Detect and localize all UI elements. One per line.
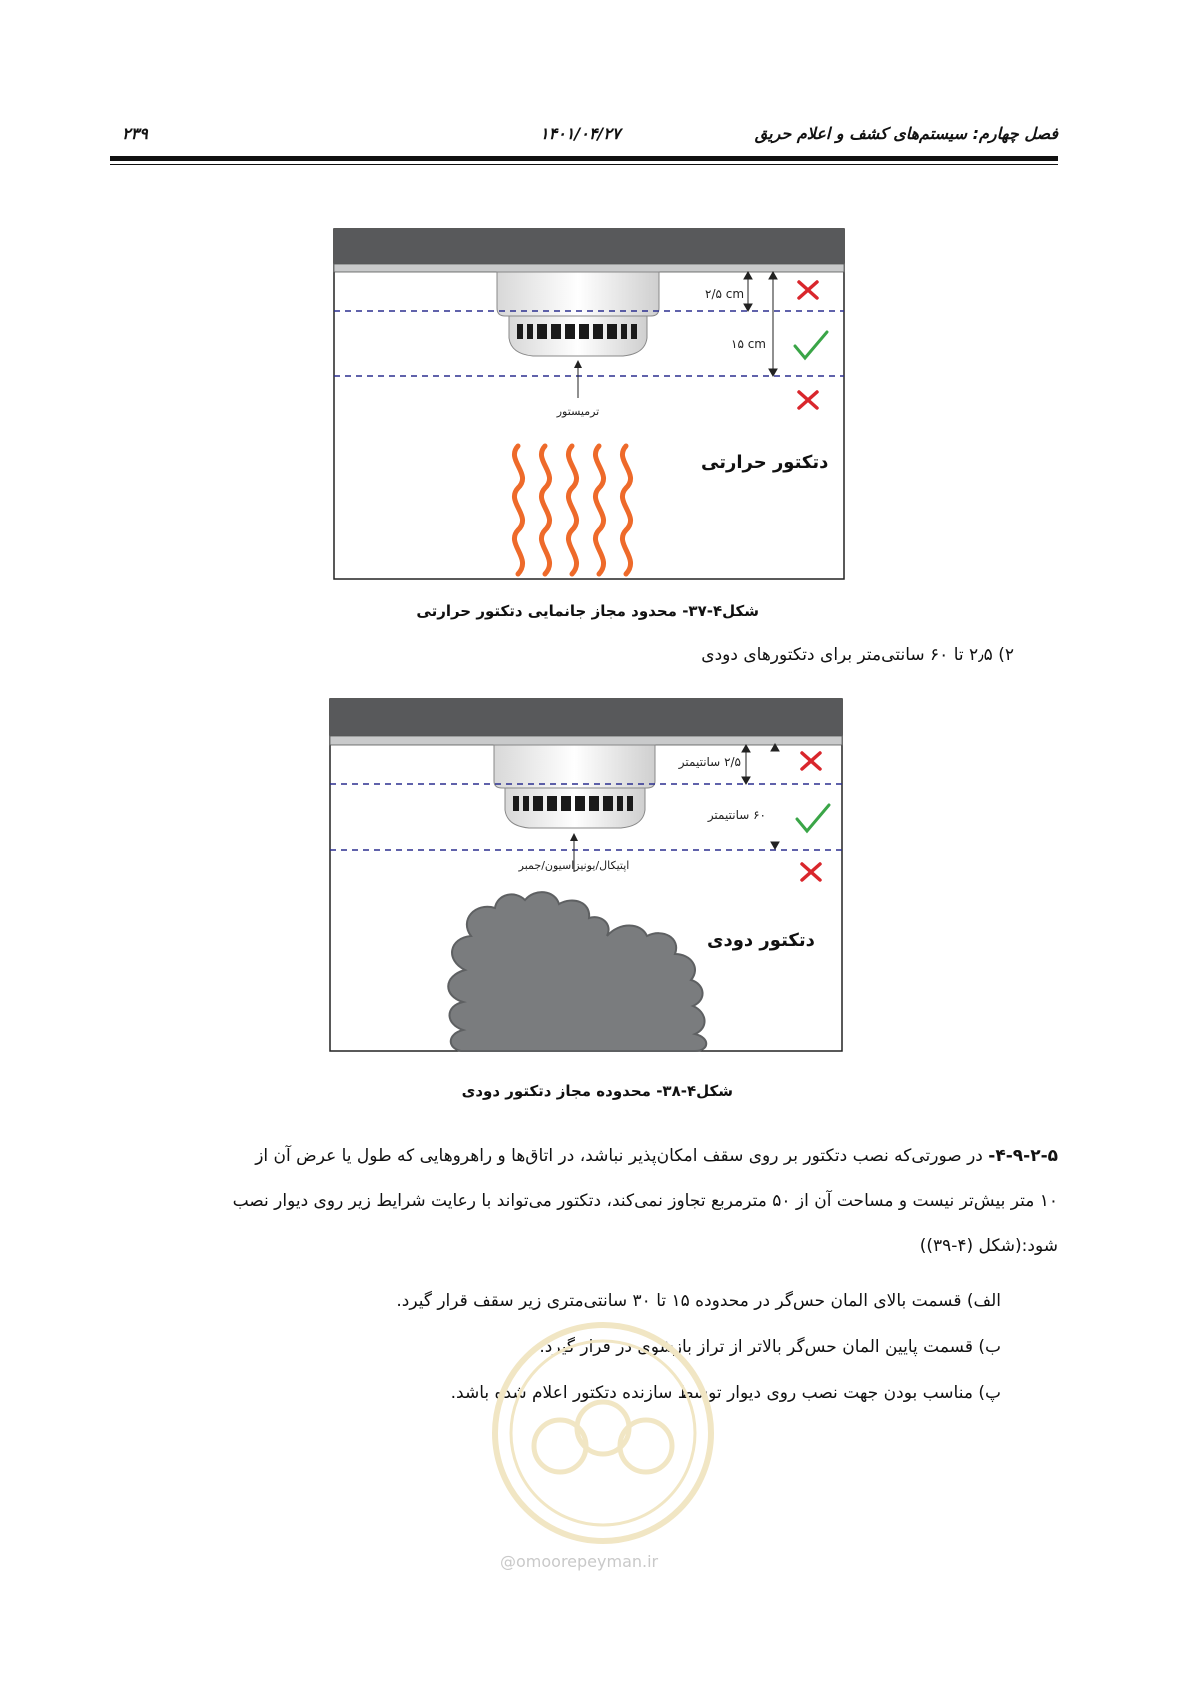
smoke-detector-device xyxy=(494,745,655,828)
header-rule-thick xyxy=(110,156,1058,161)
detector-label: دتکتور حرارتی xyxy=(701,452,829,473)
watermark-seal-icon xyxy=(488,1318,718,1548)
page-header xyxy=(110,118,1058,148)
figure1-caption-text: محدود مجاز جانمایی دتکتور حرارتی xyxy=(416,602,677,620)
ceiling-slab xyxy=(330,699,842,736)
dim-top-label: ۲/۵ cm xyxy=(705,287,745,301)
watermark-seal xyxy=(488,1318,718,1552)
sensor-label: ترمیستور xyxy=(556,405,600,418)
paragraph-line-1 xyxy=(255,1146,1058,1166)
sensor-label: اپتیکال/یونیزاسیون/جمبر xyxy=(518,859,630,872)
section-number: ۴-۹-۲-۵- xyxy=(988,1146,1058,1166)
header-rule-thin xyxy=(110,164,1058,165)
detector-label: دتکتور دودی xyxy=(707,930,815,951)
heat-detector-diagram xyxy=(333,228,845,580)
figure2-caption xyxy=(462,1082,733,1100)
ceiling-slab xyxy=(334,229,844,264)
dim-top-label: ۲/۵ سانتیمتر xyxy=(678,755,741,769)
heat-detector-device xyxy=(497,272,659,356)
dim-main-label: ۱۵ cm xyxy=(731,337,766,351)
paragraph-line-3: شود:(شکل (۴-۳۹)) xyxy=(919,1236,1058,1256)
figure2-caption-text: محدوده مجاز دتکتور دودی xyxy=(461,1082,651,1100)
list-item: پ) مناسب بودن جهت نصب روی دیوار توسط سازنده دتکتور اعلام شده باشد. xyxy=(450,1383,1001,1403)
item-2: ۲) ۲٫۵ تا ۶۰ سانتی‌متر برای دتکتورهای دودی xyxy=(701,645,1014,665)
watermark-site: @omoorepeyman.ir xyxy=(500,1552,659,1571)
figure1-caption-number: شکل۴-۳۷- xyxy=(682,602,759,620)
figure-smoke-detector xyxy=(329,698,843,1052)
figure2-caption-number: شکل۴-۳۸- xyxy=(656,1082,733,1100)
paragraph-line-2: ۱۰ متر بیش‌تر نیست و مساحت آن از ۵۰ مترمربع تجاوز نمی‌کند، دتکتور می‌تواند با رعایت شرایط زیر روی دیوار نصب xyxy=(232,1191,1058,1211)
list-item: ب) قسمت پایین المان حس‌گر بالاتر از تراز بازشوی در قرار گیرد. xyxy=(539,1337,1001,1357)
list-item: الف) قسمت بالای المان حس‌گر در محدوده ۱۵ تا ۳۰ سانتی‌متری زیر سقف قرار گیرد. xyxy=(396,1291,1001,1311)
header-date: ۱۴۰۱/۰۴/۲۷ xyxy=(540,124,621,143)
figure1-caption xyxy=(416,602,759,620)
chapter-title: فصل چهارم: سیستم‌های کشف و اعلام حریق xyxy=(754,124,1058,143)
page-number: ۲۳۹ xyxy=(122,124,148,143)
paragraph-text-1: در صورتی‌که نصب دتکتور بر روی سقف امکان‌پذیر نباشد، در اتاق‌ها و راهروهایی که طول یا عرض آن از xyxy=(255,1146,983,1166)
dim-main-label: ۶۰ سانتیمتر xyxy=(707,808,766,822)
smoke-detector-diagram xyxy=(329,698,843,1052)
figure-heat-detector xyxy=(333,228,845,580)
